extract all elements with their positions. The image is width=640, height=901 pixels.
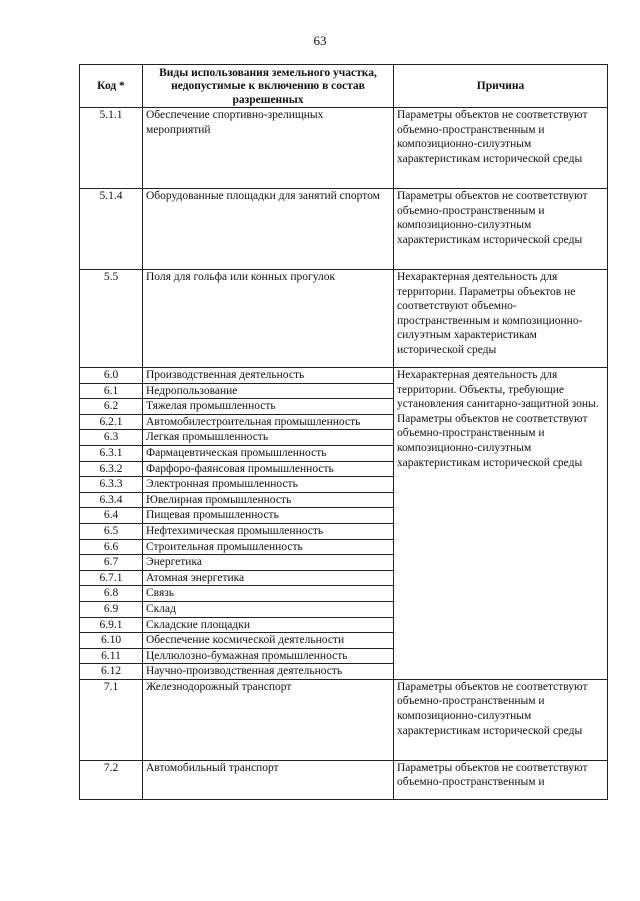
table-row xyxy=(80,189,608,270)
row-use-type: Недропользование xyxy=(143,383,394,399)
row-code: 6.12 xyxy=(80,664,143,680)
row-code: 6.8 xyxy=(80,586,143,602)
row-use-type: Ювелирная промышленность xyxy=(143,492,394,508)
row-code: 6.1 xyxy=(80,383,143,399)
table-body xyxy=(80,108,608,800)
table-row xyxy=(80,108,608,189)
row-code: 6.9.1 xyxy=(80,617,143,633)
row-use-type: Пищевая промышленность xyxy=(143,508,394,524)
row-code: 5.1.1 xyxy=(80,108,143,189)
row-code: 6.7 xyxy=(80,555,143,571)
row-reason: Параметры объектов не соответствуют объемно-пространственным и композиционно-силуэтным характеристикам исторической среды xyxy=(394,189,608,270)
row-code: 6.3.3 xyxy=(80,477,143,493)
row-use-type: Складские площадки xyxy=(143,617,394,633)
row-reason: Нехарактерная деятельность для территории. Параметры объектов не соответствуют объемно-пространственным и композиционно-силуэтным характеристикам исторической среды xyxy=(394,270,608,368)
row-code: 6.2.1 xyxy=(80,414,143,430)
row-use-type: Тяжелая промышленность xyxy=(143,399,394,415)
table-header xyxy=(80,65,608,108)
row-code: 6.3.4 xyxy=(80,492,143,508)
row-use-type: Обеспечение космической деятельности xyxy=(143,633,394,649)
page-number: 63 xyxy=(313,33,327,48)
row-code: 6.10 xyxy=(80,633,143,649)
row-code: 6.4 xyxy=(80,508,143,524)
row-code: 6.2 xyxy=(80,399,143,415)
row-use-type: Оборудованные площадки для занятий спортом xyxy=(143,189,394,270)
row-code: 5.1.4 xyxy=(80,189,143,270)
header-code: Код * xyxy=(80,65,143,108)
row-use-type: Электронная промышленность xyxy=(143,477,394,493)
table-row xyxy=(80,760,608,799)
table-row xyxy=(80,679,608,760)
table-row xyxy=(80,368,608,384)
row-use-type: Склад xyxy=(143,601,394,617)
header-use-type: Виды использования земельного участка, недопустимые к включению в состав разрешенных xyxy=(143,65,394,108)
row-code: 5.5 xyxy=(80,270,143,368)
row-use-type: Энергетика xyxy=(143,555,394,571)
row-code: 6.9 xyxy=(80,601,143,617)
row-use-type: Поля для гольфа или конных прогулок xyxy=(143,270,394,368)
header-reason: Причина xyxy=(394,65,608,108)
row-use-type: Автомобильный транспорт xyxy=(143,760,394,799)
row-code: 7.2 xyxy=(80,760,143,799)
row-use-type: Фармацевтическая промышленность xyxy=(143,445,394,461)
row-code: 6.3.1 xyxy=(80,445,143,461)
restrictions-table xyxy=(79,64,608,800)
row-reason: Параметры объектов не соответствуют объемно-пространственным и композиционно-силуэтным характеристикам исторической среды xyxy=(394,679,608,760)
row-use-type: Научно-производственная деятельность xyxy=(143,664,394,680)
row-code: 6.11 xyxy=(80,648,143,664)
row-use-type: Легкая промышленность xyxy=(143,430,394,446)
row-code: 6.0 xyxy=(80,368,143,384)
row-code: 6.7.1 xyxy=(80,570,143,586)
row-use-type: Железнодорожный транспорт xyxy=(143,679,394,760)
row-use-type: Обеспечение спортивно-зрелищных мероприятий xyxy=(143,108,394,189)
row-code: 6.6 xyxy=(80,539,143,555)
row-code: 6.3 xyxy=(80,430,143,446)
row-reason: Параметры объектов не соответствуют объемно-пространственным и xyxy=(394,760,608,799)
row-code: 7.1 xyxy=(80,679,143,760)
table-row xyxy=(80,270,608,368)
row-use-type: Производственная деятельность xyxy=(143,368,394,384)
row-use-type: Автомобилестроительная промышленность xyxy=(143,414,394,430)
row-use-type: Атомная энергетика xyxy=(143,570,394,586)
row-use-type: Связь xyxy=(143,586,394,602)
row-reason: Параметры объектов не соответствуют объемно-пространственным и композиционно-силуэтным характеристикам исторической среды xyxy=(394,108,608,189)
row-use-type: Целлюлозно-бумажная промышленность xyxy=(143,648,394,664)
group-reason: Нехарактерная деятельность для территории. Объекты, требующие установления санитарно-защитной зоны. Параметры объектов не соответствуют объемно-пространственным и композиционно-силуэтным характеристикам исторической среды xyxy=(394,368,608,680)
row-use-type: Строительная промышленность xyxy=(143,539,394,555)
row-code: 6.3.2 xyxy=(80,461,143,477)
row-use-type: Нефтехимическая промышленность xyxy=(143,523,394,539)
row-use-type: Фарфоро-фаянсовая промышленность xyxy=(143,461,394,477)
row-code: 6.5 xyxy=(80,523,143,539)
